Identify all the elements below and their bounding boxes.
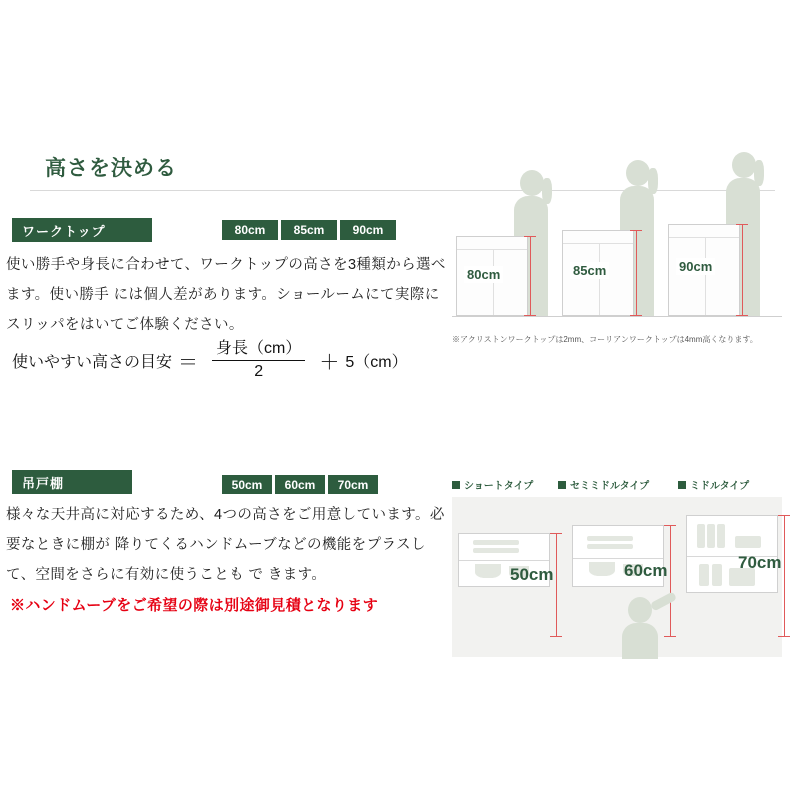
option-worktop-85: 85cm <box>281 220 337 240</box>
formula-label: 使いやすい高さの目安 <box>12 353 173 371</box>
cabinet-body-text: 様々な天井高に対応するため、4つの高さをご用意しています。必要なときに棚が 降りてくるハンドムーブなどの機能をプラスして、空間をさらに有効に使うことも で きます。 <box>6 507 445 583</box>
legend-swatch-icon <box>452 481 460 489</box>
dim-label-60: 60cm <box>624 561 668 580</box>
option-cabinet-50: 50cm <box>222 475 272 494</box>
dim-label-90: 90cm <box>676 258 715 275</box>
dimension-line-50 <box>556 533 557 637</box>
legend-swatch-icon <box>558 481 566 489</box>
formula-equals: ＝ <box>178 351 199 374</box>
dim-label-70: 70cm <box>738 553 782 572</box>
dimension-line-90 <box>742 224 743 316</box>
option-worktop-80: 80cm <box>222 220 278 240</box>
wall-cabinet-illustration <box>452 497 782 657</box>
chip-wall-cabinet: 吊戸棚 <box>12 470 132 494</box>
formula-denominator: 2 <box>254 363 264 381</box>
dim-label-80: 80cm <box>464 266 503 283</box>
legend-middle-type: ミドルタイプ <box>678 477 749 492</box>
dimension-line-85 <box>636 230 637 316</box>
dim-label-85: 85cm <box>570 262 609 279</box>
dim-label-50: 50cm <box>510 565 554 584</box>
dimension-line-80 <box>530 236 531 316</box>
person-figure-reaching <box>622 597 678 657</box>
legend-swatch-icon <box>678 481 686 489</box>
option-cabinet-70: 70cm <box>328 475 378 494</box>
dimension-line-70 <box>784 515 785 637</box>
floor-line <box>452 316 782 317</box>
formula-numerator: 身長（cm） <box>216 340 302 357</box>
legend-short-type: ショートタイプ <box>452 477 533 492</box>
worktop-illustration <box>452 148 782 328</box>
option-cabinet-60: 60cm <box>275 475 325 494</box>
option-worktop-90: 90cm <box>340 220 396 240</box>
worktop-body-text: 使い勝手や身長に合わせて、ワークトップの高さを3種類から選べます。使い勝手 には個人差があります。ショールームにて実際にスリッパをはいてご体験ください。 <box>6 257 446 333</box>
page-title: 高さを決める <box>45 157 177 180</box>
fraction-bar <box>212 360 305 362</box>
legend-semi-middle-type: セミミドルタイプ <box>558 477 649 492</box>
formula-plus: ＋ <box>319 351 340 374</box>
handmove-note: ※ハンドムーブをご希望の際は別途御見積となります <box>10 597 379 614</box>
formula-addend: 5（cm） <box>345 353 408 371</box>
chip-worktop: ワークトップ <box>12 218 152 242</box>
worktop-footnote: ※アクリストンワークトップは2mm、コーリアンワークトップは4mm高くなります。 <box>452 335 758 344</box>
formula-fraction <box>212 340 305 381</box>
height-formula <box>12 340 408 381</box>
